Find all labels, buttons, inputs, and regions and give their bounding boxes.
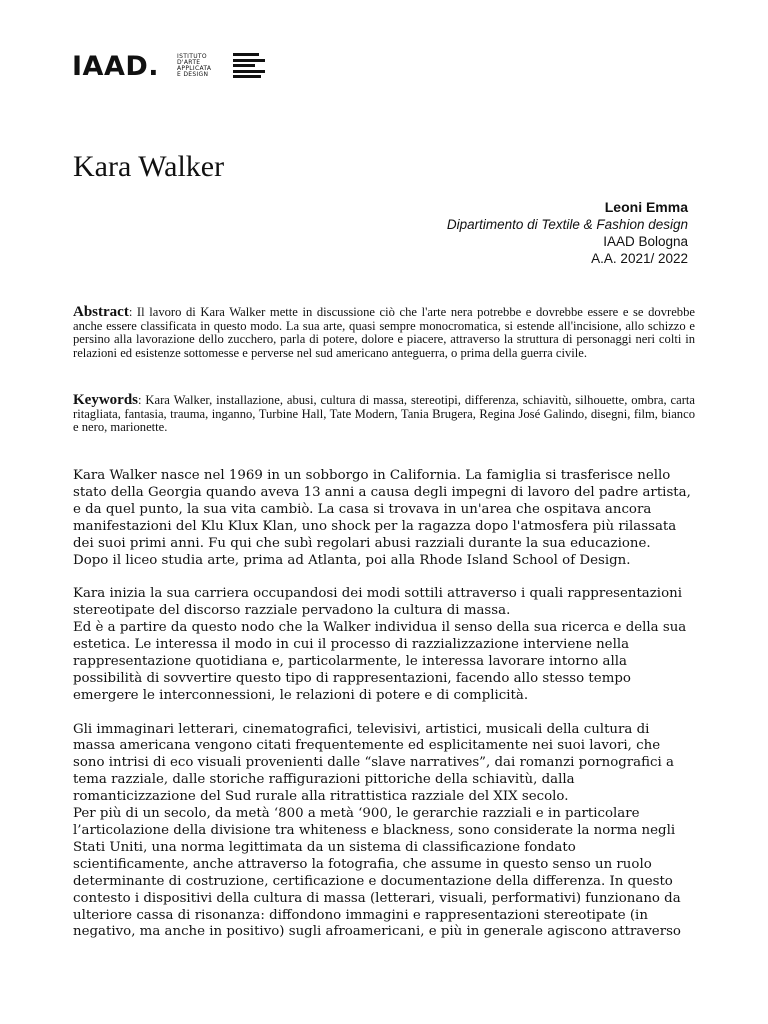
text-line: Kara Walker nasce nel 1969 in un sobborgo in California. La famiglia si trasferisce nello xyxy=(73,468,671,483)
stacked-bars-logo-icon xyxy=(233,53,265,79)
text-line: Stati Uniti, una norma legittimata da un sistema di classificazione fondato xyxy=(73,839,576,855)
text-line: dei suoi primi anni. Fu qui che subì regolari abusi razziali durante la sua educazione. xyxy=(73,535,651,551)
logo-subtitle-line: D'ARTE xyxy=(177,58,201,66)
logo-wordmark: IAAD. xyxy=(72,50,160,82)
text-line: Ed è a partire da questo nodo che la Walker individua il senso della sua ricerca e della sua xyxy=(73,620,687,636)
text-line: ulteriore cassa di risonanza: diffondono immagini e rappresentazioni stereotipate (in xyxy=(73,907,648,923)
text-line: Per più di un secolo, da metà ‘800 a metà ‘900, le gerarchie razziali e in particolare xyxy=(73,806,640,822)
logo-subtitle-line: ISTITUTO xyxy=(177,52,207,60)
iaad-logo xyxy=(72,50,265,82)
text-line: determinante di costruzione, certificazione e documentazione della differenza. In questo xyxy=(73,873,673,889)
text-line: massa americana vengono citati frequentemente ed esplicitamente nei suoi lavori, che xyxy=(73,738,661,754)
text-line: contesto i dispositivi della cultura di massa (letterari, visuali, performativi) funzionano da xyxy=(73,890,681,906)
text-line: estetica. Le interessa il modo in cui il processo di razzializzazione interviene nella xyxy=(73,637,630,653)
abstract-text: : Il lavoro di Kara Walker mette in discussione ciò che l'arte nera potrebbe e dovrebbe essere e se dovrebbe anche essere classificata in questo modo. La sua arte, quasi sempre monocromatica, si estende all'incisione, allo schizzo e persino alla lavorazione dello zucchero, parla di potere, dolore e piacere, attraverso la struttura di personaggi neri colti in relazioni ed esistenze sottomesse e perverse nel sud americano anteguerra, o prima della guerra civile. xyxy=(73,305,695,360)
text-line: stato della Georgia quando aveva 13 anni a causa degli impegni di lavoro del padre artista, xyxy=(73,484,691,500)
text-line: scientificamente, anche attraverso la fotografia, che assume in questo senso un ruolo xyxy=(73,856,652,872)
text-line: Dopo il liceo studia arte, prima ad Atlanta, poi alla Rhode Island School of Design. xyxy=(73,552,631,568)
author-school: IAAD Bologna xyxy=(603,234,688,249)
document-title: Kara Walker xyxy=(73,150,225,183)
author-department: Dipartimento di Textile & Fashion design xyxy=(446,217,688,232)
keywords-section xyxy=(73,394,695,435)
text-line: rappresentazione quotidiana e, particolarmente, le interessa lavorare intorno alla xyxy=(73,653,627,669)
text-line: tema razziale, dalle storiche raffigurazioni pittoriche della schiavitù, dalla xyxy=(73,772,575,788)
text-line: romanticizzazione del Sud rurale alla ritrattistica razziale del XIX secolo. xyxy=(73,789,569,805)
keywords-label: Keywords xyxy=(73,392,138,408)
text-line: emergere le interconnessioni, le relazioni di potere e di complicità. xyxy=(73,687,529,703)
text-line: Gli immaginari letterari, cinematografici, televisivi, artistici, musicali della cultura di xyxy=(73,721,650,737)
text-line: sono intrisi di eco visuali provenienti dalle “slave narratives”, dai romanzi pornografici a xyxy=(73,755,674,771)
logo-subtitle xyxy=(177,54,211,79)
keywords-text: : Kara Walker, installazione, abusi, cultura di massa, stereotipi, differenza, schiavitù, silhouette, ombra, carta ritagliata, fantasia, trauma, inganno, Turbine Hall, Tate Modern, Tania Brugera, Regina José Galindo, disegni, film, bianco e nero, marionette. xyxy=(73,393,695,435)
abstract-section xyxy=(73,306,695,360)
text-line: manifestazioni del Klu Klux Klan, uno shock per la ragazza dopo l'atmosfera più rilassata xyxy=(73,518,677,534)
text-line: negativo, ma anche in positivo) sugli afroamericani, e più in generale agiscono attraverso xyxy=(73,924,681,940)
body-text xyxy=(73,468,703,958)
text-line: e da quel punto, la sua vita cambiò. La casa si trovava in un'area che ospitava ancora xyxy=(73,501,652,517)
logo-subtitle-line: APPLICATA xyxy=(177,65,212,72)
text-line: stereotipate del discorso razziale pervadono la cultura di massa. xyxy=(73,603,511,619)
text-line: Kara inizia la sua carriera occupandosi dei modi sottili attraverso i quali rappresentazioni xyxy=(73,586,682,602)
paragraph xyxy=(73,722,703,942)
author-block xyxy=(447,199,688,267)
academic-year: A.A. 2021/ 2022 xyxy=(591,251,688,266)
abstract-label: Abstract xyxy=(73,304,129,320)
paragraph xyxy=(73,586,703,704)
author-name: Leoni Emma xyxy=(604,199,688,215)
paragraph xyxy=(73,468,703,569)
logo-subtitle-line: E DESIGN xyxy=(177,71,209,79)
text-line: possibilità di sovvertire questo tipo di rappresentazioni, facendo allo stesso tempo xyxy=(73,670,631,686)
text-line: l’articolazione della divisione tra whiteness e blackness, sono considerate la norma negli xyxy=(73,823,676,838)
